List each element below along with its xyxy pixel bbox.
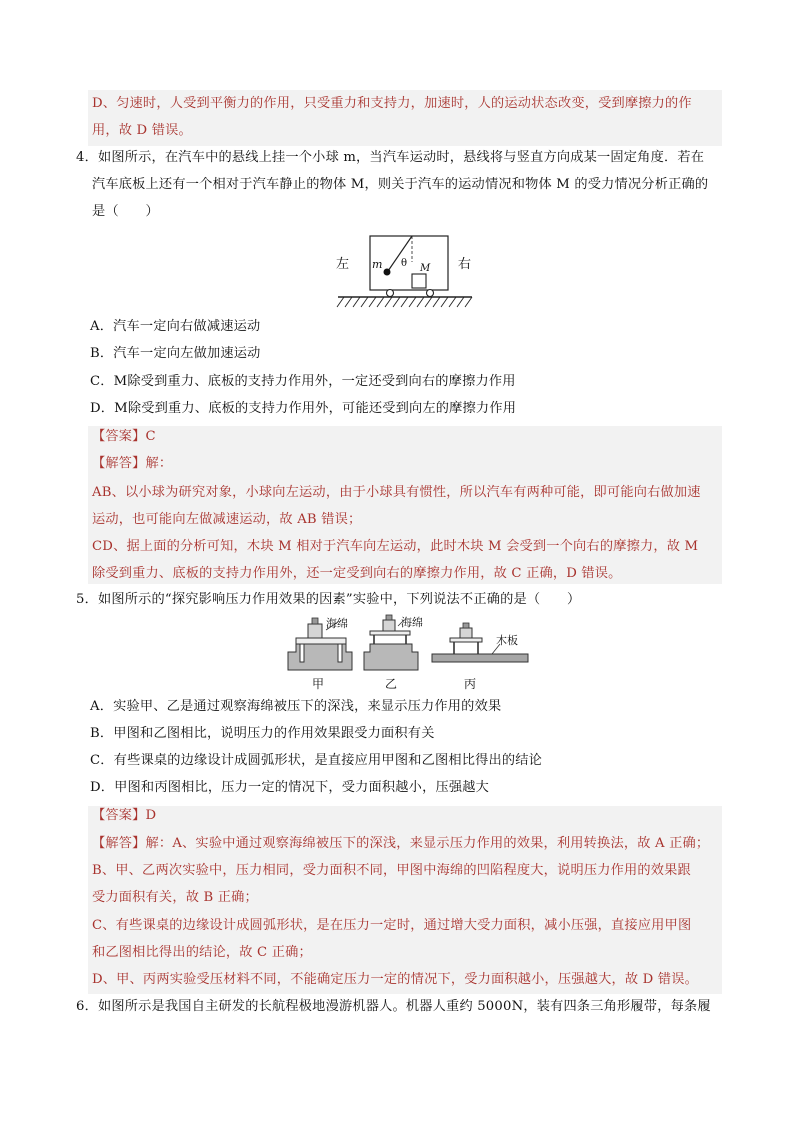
prev-analysis-line: 用，故 D 错误。 (92, 123, 192, 138)
q5-option-b: B．甲图和乙图相比，说明压力的作用效果跟受力面积有关 (90, 726, 435, 741)
q5-option-a: A．实验甲、乙是通过观察海绵被压下的深浅，来显示压力作用的效果 (90, 699, 502, 714)
ball-label: m (372, 258, 383, 271)
q5-analysis-line: 和乙图相比得出的结论，故 C 正确； (92, 945, 312, 960)
fig-bing-label: 丙 (464, 677, 477, 691)
q4-analysis-line: CD、据上面的分析可知，木块 M 相对于汽车向左运动，此时木块 M 会受到一个向右的摩擦力，故 M (92, 539, 699, 554)
q4-car-figure (330, 232, 480, 312)
q4-option-c: C．M除受到重力、底板的支持力作用外，一定还受到向右的摩擦力作用 (90, 374, 516, 389)
q4-stem-line: 是（ ） (92, 204, 159, 219)
q5-stem: 5．如图所示的“探究影响压力作用效果的因素”实验中，下列说法不正确的是（ ） (76, 592, 581, 607)
q5-analysis-line: 【解答】解：A、实验中通过观察海绵被压下的深浅，来显示压力作用的效果，利用转换法，故 A 正确； (92, 836, 710, 851)
q5-analysis-line: B、甲、乙两次实验中，压力相同，受力面积不同，甲图中海绵的凹陷程度大，说明压力作用的效果跟 (92, 863, 691, 878)
q4-option-a: A．汽车一定向右做减速运动 (90, 319, 261, 334)
q6-stem: 6．如图所示是我国自主研发的长航程极地漫游机器人。机器人重约 5000N，装有四条三角形履带，每条履 (76, 999, 711, 1014)
q5-analysis-line: C、有些课桌的边缘设计成圆弧形状，是在压力一定时，通过增大受力面积，减小压强，直接应用甲图 (92, 918, 692, 933)
q4-option-b: B．汽车一定向左做加速运动 (90, 346, 261, 361)
q4-answer: 【答案】C (92, 429, 156, 444)
fig-sponge-label-1: 海绵 (326, 617, 348, 630)
fig-jia-label: 甲 (312, 677, 325, 691)
car-right-label: 右 (458, 257, 472, 272)
q5-option-d: D．甲图和丙图相比，压力一定的情况下，受力面积越小，压强越大 (90, 780, 490, 795)
block-label: M (420, 263, 431, 274)
q4-stem-line: 4．如图所示，在汽车中的悬线上挂一个小球 m，当汽车运动时，悬线将与竖直方向成某一固定角度．若在 (76, 150, 705, 165)
q4-option-d: D．M除受到重力、底板的支持力作用外，可能还受到向左的摩擦力作用 (90, 401, 517, 416)
q4-stem-line: 汽车底板上还有一个相对于汽车静止的物体 M，则关于汽车的运动情况和物体 M 的受力情况分析正确的 (92, 177, 709, 192)
car-left-label: 左 (336, 257, 350, 272)
q5-pressure-figure (282, 614, 532, 692)
prev-analysis-line: D、匀速时，人受到平衡力的作用，只受重力和支持力，加速时，人的运动状态改变，受到摩擦力的作 (92, 96, 692, 111)
q4-analysis-line: AB、以小球为研究对象，小球向左运动，由于小球具有惯性，所以汽车有两种可能，即可能向右做加速 (92, 485, 701, 500)
fig-sponge-label-2: 海绵 (401, 616, 423, 629)
q4-analysis-line: 运动，也可能向左做减速运动，故 AB 错误； (92, 512, 362, 527)
q5-analysis-line: 受力面积有关，故 B 正确； (92, 890, 258, 905)
q4-analysis-line: 除受到重力、底板的支持力作用外，还一定受到向右的摩擦力作用，故 C 正确，D 错误。 (92, 566, 622, 581)
fig-board-label: 木板 (496, 634, 518, 647)
q5-answer: 【答案】D (92, 808, 157, 823)
angle-label: θ (401, 258, 408, 269)
fig-yi-label: 乙 (385, 677, 398, 691)
q5-analysis-line: D、甲、丙两实验受压材料不同，不能确定压力一定的情况下，受力面积越小，压强越大，故 D 错误。 (92, 972, 698, 987)
q4-analysis-head: 【解答】解： (92, 456, 173, 471)
q5-option-c: C．有些课桌的边缘设计成圆弧形状，是直接应用甲图和乙图相比得出的结论 (90, 753, 543, 768)
